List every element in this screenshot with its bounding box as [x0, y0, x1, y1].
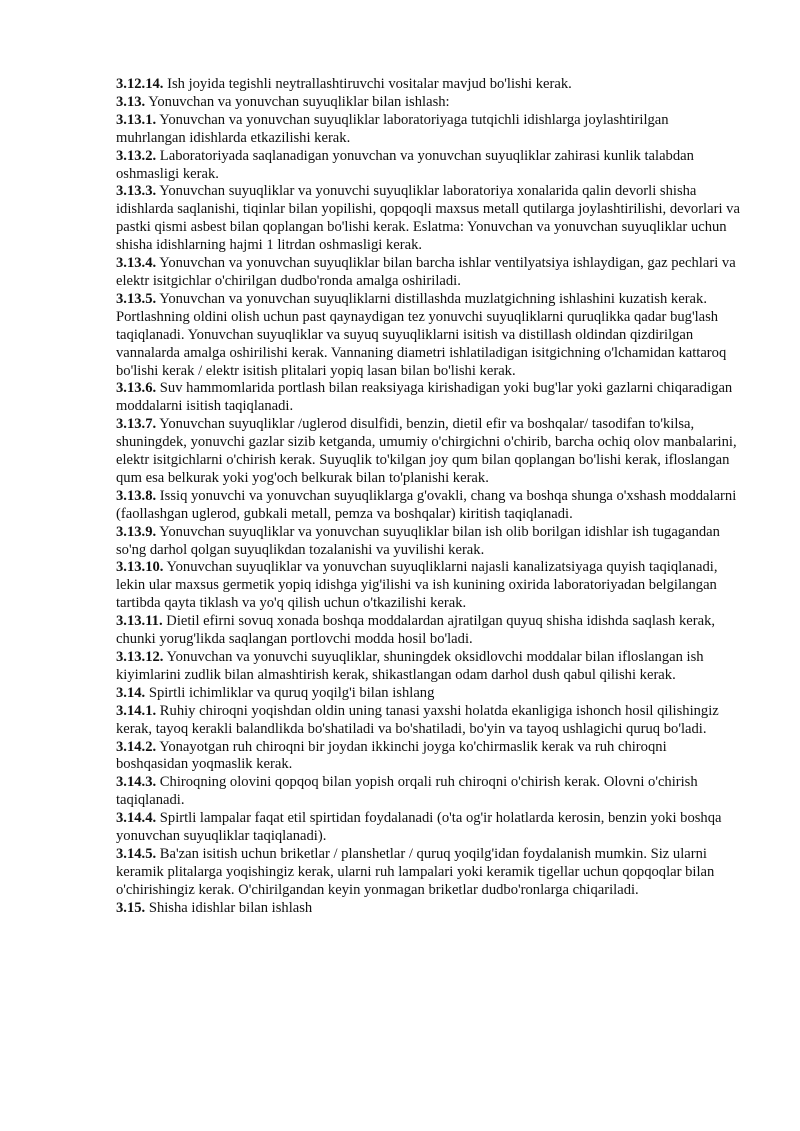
section-number: 3.13.10. — [116, 559, 164, 576]
paragraph-text: Spirtli ichimliklar va quruq yoqilg'i bilan ishlang — [148, 684, 435, 701]
section-number: 3.13.2. — [116, 147, 157, 164]
paragraph-text: Yonuvchan va yonuvchan suyuqliklar laboratoriyaga tutqichli idishlarga joylashtirilgan muhrlangan idishlarda etkazilishi kerak. — [116, 111, 669, 146]
paragraph-3-13-10 — [116, 559, 740, 613]
section-number: 3.13.11. — [116, 613, 163, 630]
paragraph-3-13-12 — [116, 649, 740, 685]
paragraph-text: Ish joyida tegishli neytrallashtiruvchi vositalar mavjud bo'lishi kerak. — [167, 76, 572, 92]
paragraph-3-13-7 — [116, 416, 740, 488]
paragraph-text: Yonayotgan ruh chiroqni bir joydan ikkinchi joyga ko'chirmaslik kerak va ruh chiroqni boshqasidan yoqmaslik kerak. — [116, 738, 667, 773]
paragraph-text: Yonuvchan suyuqliklar va yonuvchi suyuqliklar laboratoriya xonalarida qalin devorli shisha idishlarda saqlanishi, tiqinlar bilan yopilishi, qopqoqli maxsus metall qutilarga joylashtirilishi, devorlari va pastki qismi asbest bilan qoplangan bo'lishi kerak. Eslatma: Yonuvchan va yonuvchan suyuqliklar uchun shisha idishlarning hajmi 1 litrdan oshmasligi kerak. — [116, 183, 740, 254]
heading-3-14 — [116, 685, 740, 703]
paragraph-3-13-4 — [116, 255, 740, 291]
section-number: 3.13.6. — [116, 380, 157, 397]
paragraph-3-12-14 — [116, 76, 740, 94]
paragraph-3-13-6 — [116, 380, 740, 416]
section-number: 3.13. — [116, 93, 146, 110]
paragraph-3-14-4 — [116, 810, 740, 846]
section-number: 3.14.2. — [116, 738, 157, 755]
paragraph-text: Dietil efirni sovuq xonada boshqa moddalardan ajratilgan quyuq shisha idishda saqlash kerak, chunki yorug'likda saqlangan portlovchi modda hosil bo'ladi. — [116, 613, 716, 648]
section-number: 3.14.5. — [116, 845, 157, 862]
paragraph-text: Ruhiy chiroqni yoqishdan oldin uning tanasi yaxshi holatda ekanligiga ishonch hosil qilishingiz kerak, tayoq kerakli balandlikda bo'shatiladi va bo'shatiladi, bo'yin va tayoq ushlagichi quruq bo'ladi. — [116, 702, 719, 737]
heading-3-13 — [116, 94, 740, 112]
paragraph-3-13-9 — [116, 524, 740, 560]
section-number: 3.13.1. — [116, 111, 157, 128]
paragraph-text: Ba'zan isitish uchun briketlar / planshetlar / quruq yoqilg'idan foydalanish mumkin. Siz ularni keramik plitalarga yoqishingiz kerak, ularni ruh lampalari yoki keramik tigellar uchun qopqoqlar bilan o'chirishingiz kerak. O'chirilgandan keyin yonmagan briketlar dudbo'ronlarga chiqariladi. — [116, 845, 715, 898]
section-number: 3.14. — [116, 684, 146, 701]
paragraph-3-13-5 — [116, 291, 740, 381]
paragraph-text: Suv hammomlarida portlash bilan reaksiyaga kirishadigan yoki bug'lar yoki gazlarni chiqaradigan moddalarni isitish taqiqlanadi. — [116, 380, 733, 415]
heading-3-15 — [116, 900, 740, 918]
paragraph-text: Yonuvchan suyuqliklar /uglerod disulfidi, benzin, dietil efir va boshqalar/ tasodifan to'kilsa, shuningdek, yonuvchi gazlar sizib ketganda, umumiy o'chirgichni o'chirib, barcha ochiq olov manbalarini, elektr isitgichlarni o'chirish kerak. Suyuqlik to'kilgan joy qum bilan qoplangan bo'lishi kerak, ifloslangan qum esa belkurak yoki yog'och belkurak bilan to'planishi kerak. — [116, 416, 737, 486]
paragraph-text: Shisha idishlar bilan ishlash — [148, 899, 313, 916]
section-number: 3.13.7. — [116, 416, 157, 433]
paragraph-3-14-1 — [116, 703, 740, 739]
section-number: 3.13.4. — [116, 255, 157, 272]
paragraph-3-14-5 — [116, 846, 740, 900]
paragraph-3-14-2 — [116, 739, 740, 775]
paragraph-text: Yonuvchan va yonuvchan suyuqliklar bilan barcha ishlar ventilyatsiya ishlaydigan, gaz pechlari va elektr isitgichlar o'chirilgan dudbo'ronda amalga oshiriladi. — [116, 255, 736, 289]
section-number: 3.14.3. — [116, 774, 157, 791]
section-number: 3.13.12. — [116, 649, 164, 665]
section-number: 3.15. — [116, 899, 146, 916]
paragraph-text: Chiroqning olovini qopqoq bilan yopish orqali ruh chiroqni o'chirish kerak. Olovni o'chirish taqiqlanadi. — [116, 774, 698, 809]
paragraph-3-13-8 — [116, 488, 740, 524]
paragraph-text: Issiq yonuvchi va yonuvchan suyuqliklarga g'ovakli, chang va boshqa shunga o'xshash moddalarni (faollashgan uglerod, gubkali metall, pemza va boshqalar) kiritish taqiqlanadi. — [116, 487, 737, 522]
document-page — [116, 76, 740, 918]
paragraph-3-13-3 — [116, 183, 740, 255]
paragraph-text: Yonuvchan va yonuvchan suyuqliklar bilan ishlash: — [148, 93, 450, 110]
paragraph-text: Yonuvchan va yonuvchan suyuqliklarni distillashda muzlatgichning ishlashini kuzatish kerak. Portlashning oldini olish uchun past qaynaydigan tez yonuvchi suyuqliklarni quruqlikka qadar bug'lash taqiqlanadi. Yonuvchan suyuqliklar va suyuq suyuqliklarni isitish va distillash oldindan qizdirilgan vannalarda amalga oshirilishi kerak. Vannaning diametri ishlatiladigan isitgichning o'lchamidan kattaroq bo'lishi kerak / elektr isitish plitalari yopiq lasan bilan bo'lishi kerak. — [116, 290, 727, 379]
section-number: 3.13.3. — [116, 183, 157, 200]
paragraph-3-13-11 — [116, 613, 740, 649]
section-number: 3.13.5. — [116, 290, 157, 307]
paragraph-text: Yonuvchan suyuqliklar va yonuvchan suyuqliklar bilan ish olib borilgan idishlar ish tugagandan so'ng darhol qolgan suyuqlikdan tozalanishi va yuvilishi kerak. — [116, 523, 720, 558]
section-number: 3.13.9. — [116, 523, 157, 540]
section-number: 3.14.4. — [116, 810, 157, 827]
paragraph-3-13-1 — [116, 112, 740, 148]
section-number: 3.14.1. — [116, 702, 157, 719]
section-number: 3.13.8. — [116, 487, 157, 504]
paragraph-3-14-3 — [116, 774, 740, 810]
paragraph-text: Laboratoriyada saqlanadigan yonuvchan va yonuvchan suyuqliklar zahirasi kunlik talabdan oshmasligi kerak. — [116, 147, 694, 182]
paragraph-text: Yonuvchan va yonuvchi suyuqliklar, shuningdek oksidlovchi moddalar bilan ifloslangan ish kiyimlarini zudlik bilan almashtirish kerak, shikastlangan odam darhol dush qabul qilishi kerak. — [116, 649, 704, 683]
paragraph-text: Yonuvchan suyuqliklar va yonuvchan suyuqliklarni najasli kanalizatsiyaga quyish taqiqlanadi, lekin ular maxsus germetik yopiq idishga yig'ilishi va ish kunining oxirida laboratoriyadan belgilangan tartibda qayta tiklash va yo'q qilish uchun o'tkazilishi kerak. — [116, 559, 718, 612]
paragraph-3-13-2 — [116, 148, 740, 184]
paragraph-text: Spirtli lampalar faqat etil spirtidan foydalanadi (o'ta og'ir holatlarda kerosin, benzin yoki boshqa yonuvchan suyuqliklar taqiqlanadi). — [116, 810, 722, 845]
section-number: 3.12.14. — [116, 76, 164, 92]
